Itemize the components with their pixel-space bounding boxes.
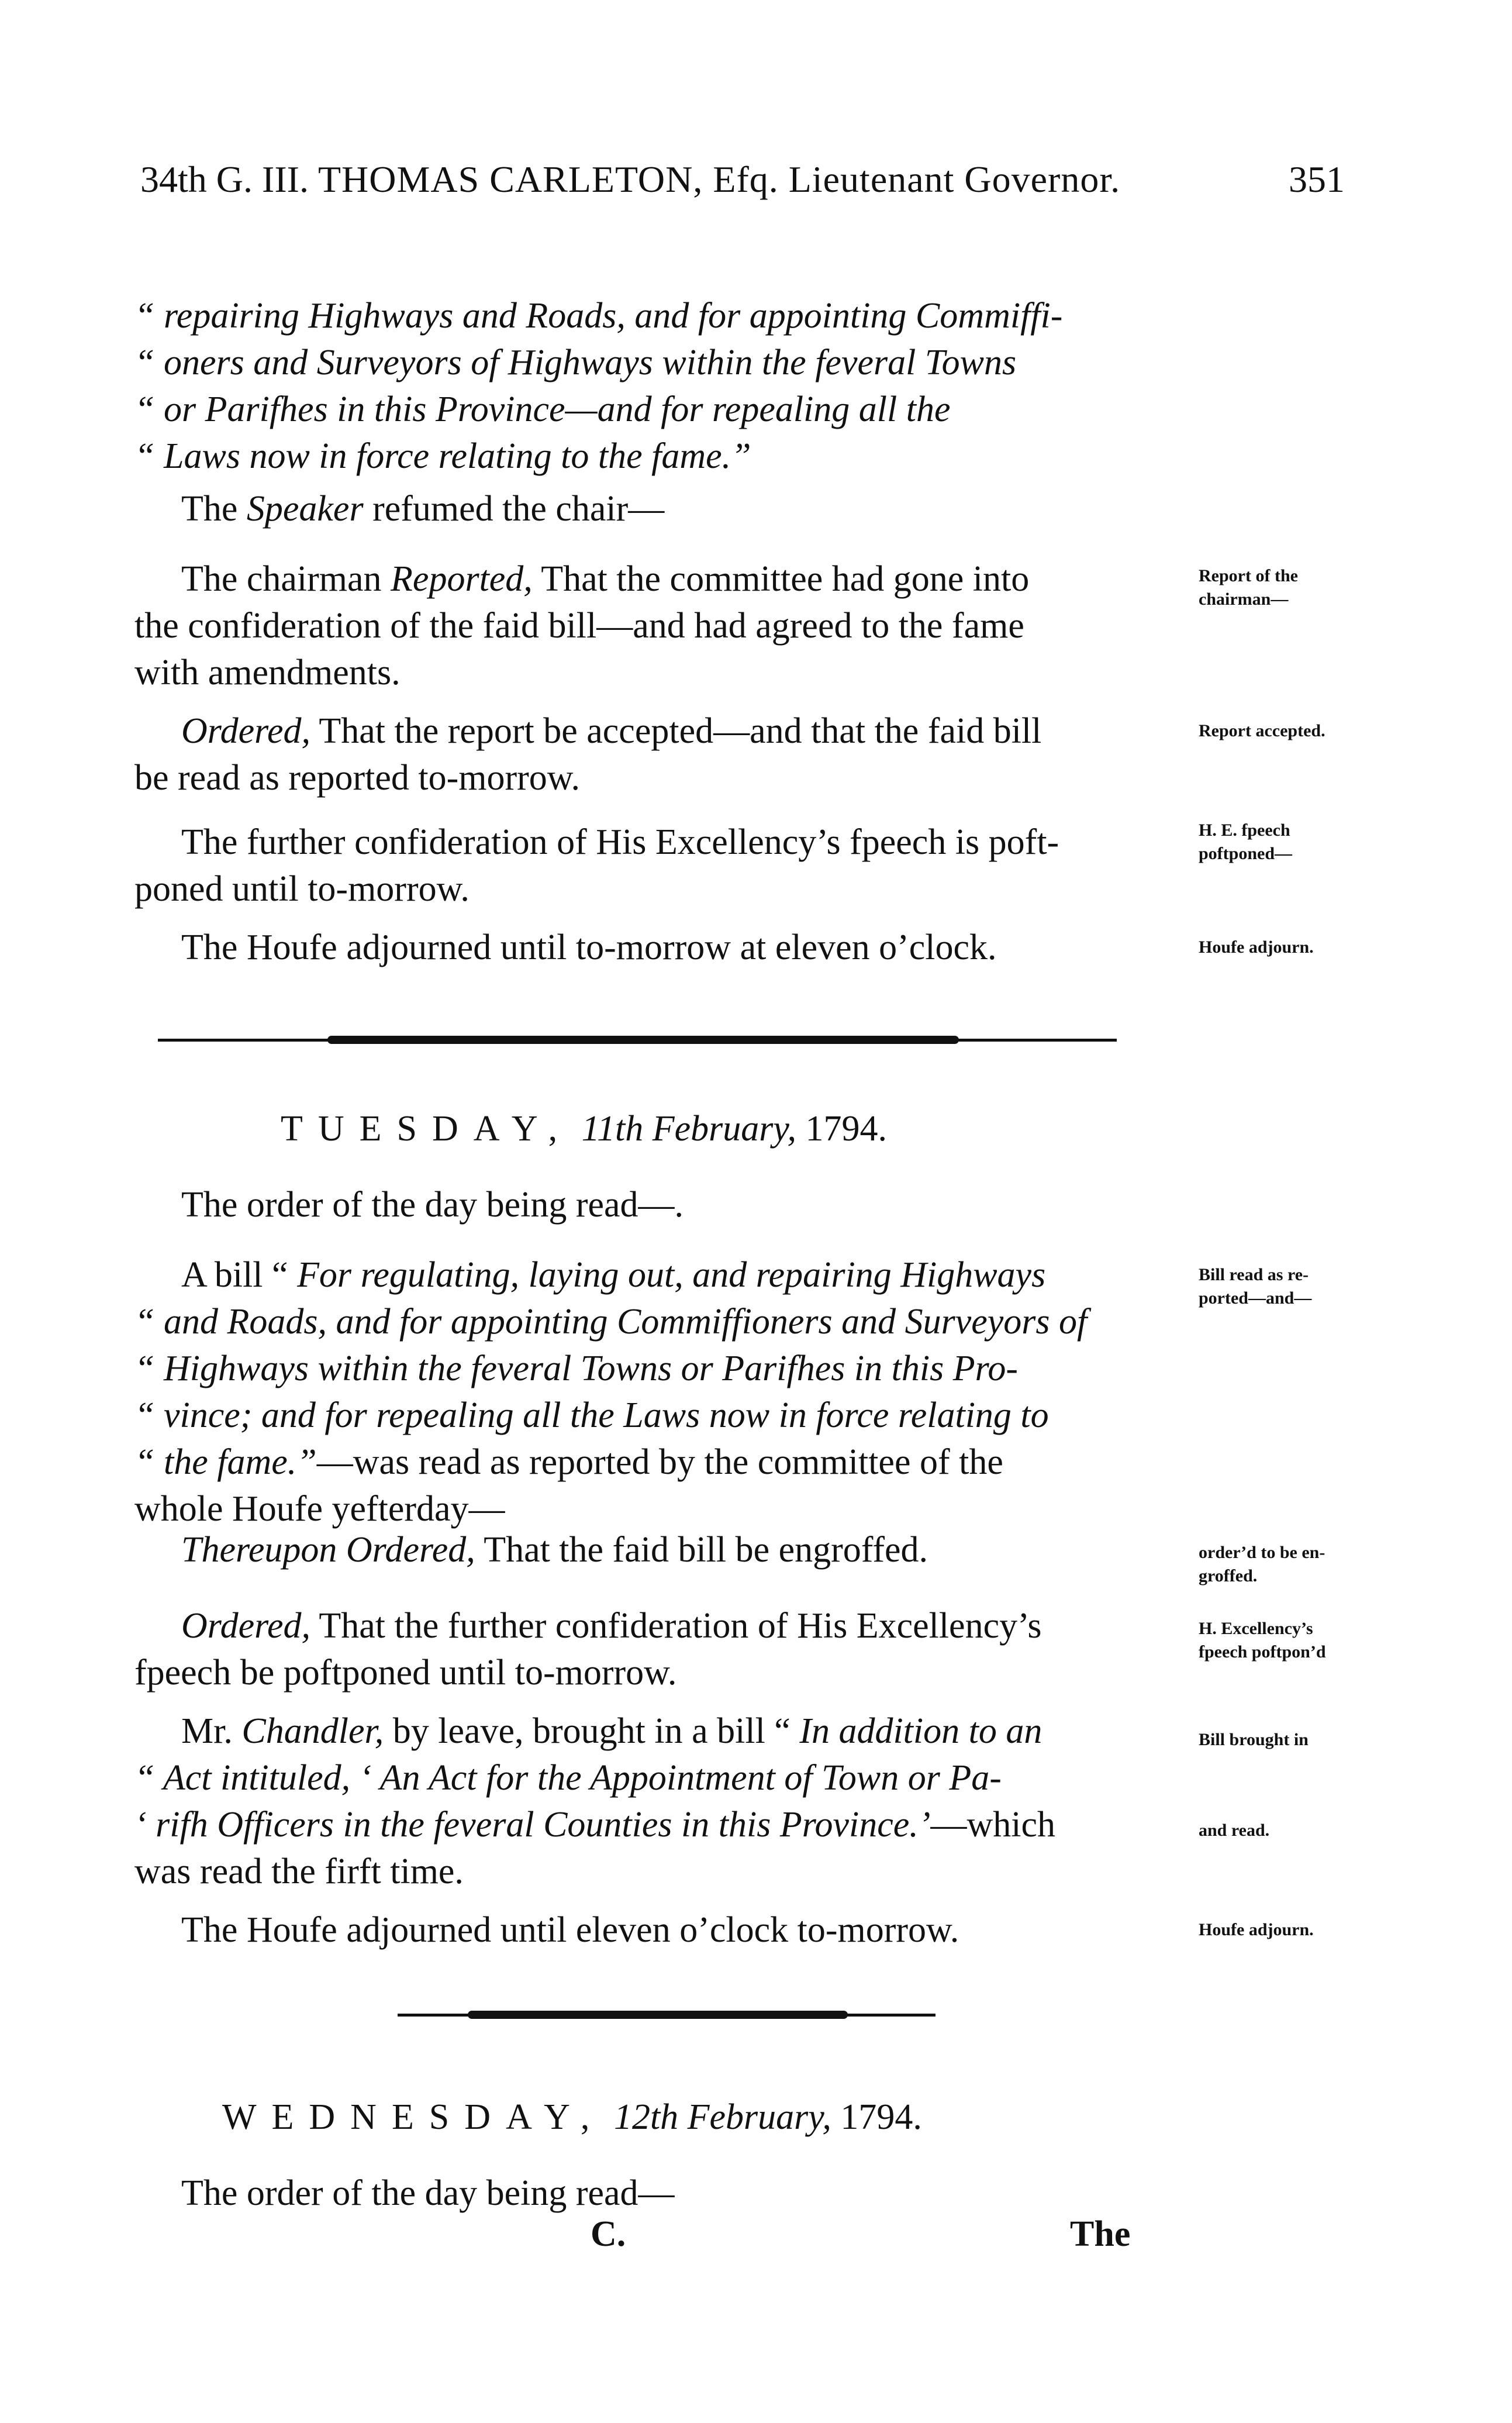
text-line: “ oners and Surveyors of Highways within the feveral Towns <box>134 343 1017 382</box>
text-line: “ Act intituled, ‘ An Act for the Appointment of Town or Pa- <box>134 1758 1002 1798</box>
speaker-name: Speaker <box>246 489 364 529</box>
speaker-resumed: The Speaker refumed the chair— <box>181 489 665 529</box>
text-line: “ Highways within the feveral Towns or Parifhes in this Pro- <box>134 1349 1019 1388</box>
date-heading-wednesday: WEDNESDAY, 12th February, 1794. <box>222 2097 922 2137</box>
catchword: The <box>1070 2214 1131 2254</box>
header-left <box>140 153 1120 206</box>
running-header <box>134 153 1345 206</box>
text-line: “ and Roads, and for appointing Commiffioners and Surveyors of <box>134 1302 1088 1342</box>
bill-engrossed: Thereupon Ordered, That the faid bill be engroffed. <box>181 1530 928 1570</box>
text-line: the confideration of the faid bill—and had agreed to the fame <box>134 606 1024 646</box>
order-of-day: The order of the day being read—. <box>181 1185 684 1225</box>
bill-read-as-reported: A bill “ For regulating, laying out, and repairing Highways “ and Roads, and for appointing Commiffioners and Surveyors of “ Highways within the feveral Towns or Parifhes in this Pro- “ vince; and for repealing all the Laws now in force relating to “ the fame.”—was read as reported by the committee of the whole Houfe yefterday— <box>134 1252 1187 1532</box>
margin-note-speech-2: H. Excellency’s fpeech poftpon’d <box>1199 1619 1326 1662</box>
chairman-report: The chairman Reported, That the committee had gone into the confideration of the faid bill—and had agreed to the fame with amendments. <box>134 556 1187 696</box>
margin-note-adjourn-1: Houfe adjourn. <box>1199 938 1314 957</box>
text-line: “ Laws now in force relating to the fame.” <box>134 436 751 476</box>
house-adjourned-2: The Houfe adjourned until eleven o’clock to-morrow. <box>181 1910 959 1950</box>
header-title: THOMAS CARLETON, Efq. Lieutenant Governor. <box>317 158 1121 200</box>
margin-note-engrossed: order’d to be en- groffed. <box>1199 1543 1325 1586</box>
text-line: fpeech be poftponed until to-morrow. <box>134 1653 677 1693</box>
report-accepted: Ordered, That the report be accepted—and that the faid bill be read as reported to-morrow. <box>134 708 1187 801</box>
margin-note-read: and read. <box>1199 1821 1270 1840</box>
text-line: was read the firft time. <box>134 1852 464 1891</box>
house-adjourned-1: The Houfe adjourned until to-morrow at eleven o’clock. <box>181 928 997 967</box>
margin-note-speech: H. E. fpeech poftponed— <box>1199 821 1293 863</box>
regnal-year: 34th G. III. <box>140 158 309 200</box>
signature-mark: C. <box>591 2214 626 2254</box>
bill-title-continuation <box>134 292 1187 480</box>
margin-note-bill-brought: Bill brought in <box>1199 1730 1309 1749</box>
margin-note-adjourn-2: Houfe adjourn. <box>1199 1920 1314 1939</box>
text-line: be read as reported to-morrow. <box>134 758 581 798</box>
margin-note-bill-read: Bill read as re- ported—and— <box>1199 1265 1312 1308</box>
text-line: whole Houfe yefterday— <box>134 1489 505 1529</box>
speech-postponed <box>134 819 1187 912</box>
section-rule-swell <box>468 2011 848 2019</box>
text-line: poned until to-morrow. <box>134 869 470 909</box>
text-line: “ repairing Highways and Roads, and for appointing Commiffi- <box>134 296 1063 336</box>
page-number: 351 <box>1289 158 1345 200</box>
text-line: with amendments. <box>134 653 401 692</box>
text-line: “ vince; and for repealing all the Laws now in force relating to <box>134 1395 1049 1435</box>
section-rule-swell <box>327 1036 959 1044</box>
order-of-day-2: The order of the day being read— <box>181 2173 675 2213</box>
date-heading-tuesday: TUESDAY, 11th February, 1794. <box>281 1109 888 1149</box>
text-line: The further confideration of His Excellency’s fpeech is poft- <box>181 822 1059 862</box>
chandler-bill: Mr. Chandler, by leave, brought in a bill “ In addition to an “ Act intituled, ‘ An Act for the Appointment of Town or Pa- ‘ rifh Officers in the feveral Counties in this Province.’—which was read the firft time. <box>134 1708 1187 1895</box>
margin-note-accepted: Report accepted. <box>1199 721 1325 740</box>
speech-postponed-2: Ordered, That the further confideration of His Excellency’s fpeech be poftponed until to-morrow. <box>134 1602 1187 1696</box>
text-line: “ or Parifhes in this Province—and for repealing all the <box>134 390 951 429</box>
margin-note-report: Report of the chairman— <box>1199 566 1298 609</box>
